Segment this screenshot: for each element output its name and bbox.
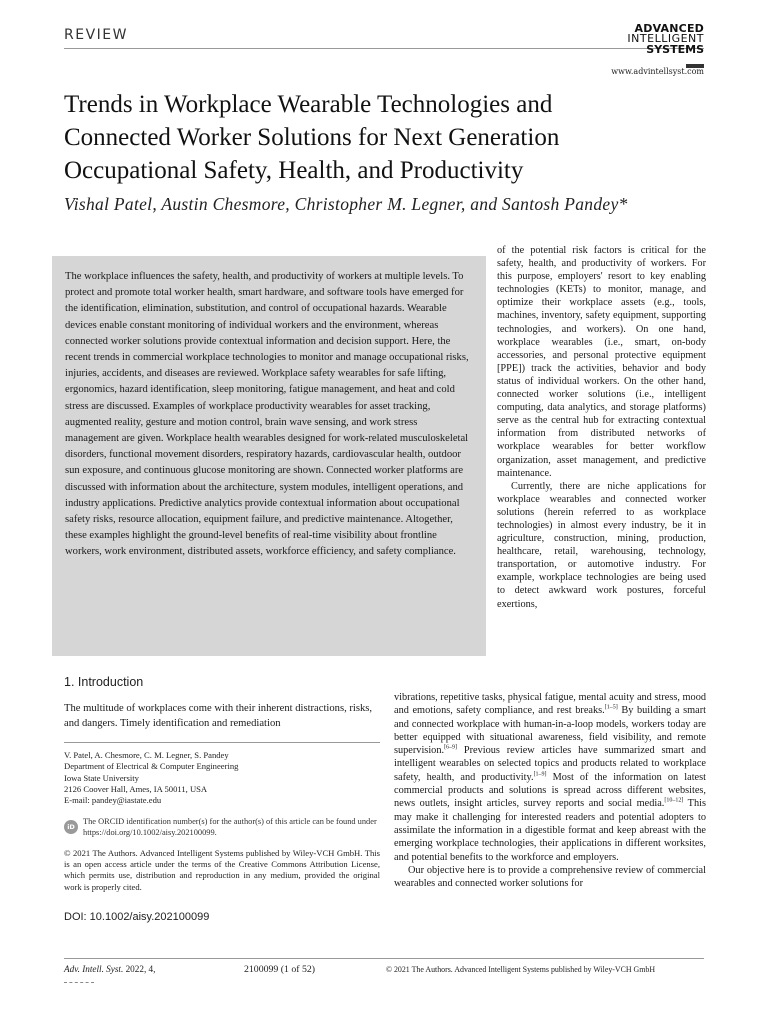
- footer-year-volume: 2022, 4,: [123, 964, 156, 974]
- citation-ref[interactable]: [6–9]: [444, 744, 458, 751]
- affiliation-university: Iowa State University: [64, 772, 139, 783]
- footer-divider: [64, 982, 94, 983]
- journal-logo-line2: INTELLIGENT: [627, 32, 704, 46]
- citation-ref[interactable]: [1–5]: [604, 704, 618, 711]
- text-run: This may make it challenging for interested readers and potential adopters to assimilate the information in a digestible format and keep abreast with the emerging workplace technologies, their applications in different worksites, and potential benefits to the workforce and employers.: [394, 798, 706, 863]
- affiliation-email[interactable]: E-mail: pandey@iastate.edu: [64, 795, 162, 806]
- footer-journal: [64, 964, 155, 974]
- text-run: Previous review articles have summarized smart and intelligent wearables on selected topics and products related to workplace safety, health, and productivity.: [394, 745, 706, 783]
- journal-logo-line3: SYSTEMS: [646, 42, 704, 56]
- paragraph: Our objective here is to provide a comprehensive review of commercial wearables and connected worker solutions for: [394, 864, 706, 890]
- section-label: REVIEW: [64, 27, 128, 43]
- footer-page-number: 2100099 (1 of 52): [244, 964, 316, 975]
- text-run: vibrations, repetitive tasks, physical fatigue, mental acuity and stress, mood and emotions, safety compliance, and rest breaks.: [394, 692, 706, 717]
- paragraph: [394, 691, 706, 864]
- abstract-text: The workplace influences the safety, health, and productivity of workers at multiple levels. To protect and promote total worker health, smart hardware, and software tools have emerged for the identification, elimination, substitution, and control of occupational hazards. Wearable devices enable constant monitoring of individual workers and the environment, whereas connected worker solutions provide contextual information and decision support. Here, the recent trends in commercial workplace technologies to monitor and manage occupational risks, injuries, accidents, and diseases are reviewed. Workplace safety wearables for safe lifting, ergonomics, hazard identification, sleep monitoring, fatigue management, and heat and cold stress are discussed. Examples of workplace productivity wearables for asset tracking, augmented reality, gesture and motion control, brain wave sensing, and work stress management are given. Workplace health wearables designed for work-related musculoskeletal disorders, functional movement disorders, respiratory hazards, cardiovascular health, outdoor sun exposure, and continuous glucose monitoring are shown. Connected worker platforms are discussed with information about the architecture, system modules, intelligent operations, and industry applications. Predictive analytics provide contextual information about occupational safety risks, resource allocation, equipment failure, and predictive maintenance. Altogether, these examples highlight the ground-level benefits of real-time visibility about frontline workers, work environment, distributed assets, workforce efficiency, and safety compliance.: [65, 271, 469, 558]
- footer-rule: [64, 958, 704, 959]
- journal-logo: [627, 24, 704, 71]
- orcid-icon: iD: [64, 820, 78, 834]
- orcid-note: [64, 816, 380, 838]
- section-heading-introduction: 1. Introduction: [64, 675, 144, 689]
- abstract-box: [52, 256, 486, 656]
- header-rule: [64, 48, 704, 49]
- affiliation-names: V. Patel, A. Chesmore, C. M. Legner, S. Pandey: [64, 750, 229, 760]
- citation-ref[interactable]: [10–12]: [664, 797, 684, 804]
- footer-copyright: © 2021 The Authors. Advanced Intelligent Systems published by Wiley-VCH GmbH: [386, 965, 656, 974]
- affiliation-rule: [64, 742, 380, 743]
- intro-paragraph: The multitude of workplaces come with their inherent distractions, risks, and dangers. Timely identification and remediation: [64, 703, 373, 729]
- journal-url[interactable]: www.advintellsyst.com: [611, 67, 704, 76]
- author-list: Vishal Patel, Austin Chesmore, Christopher M. Legner, and Santosh Pandey*: [64, 194, 628, 214]
- affiliation-department: Department of Electrical & Computer Engineering: [64, 761, 239, 772]
- paragraph: Currently, there are niche applications for workplace wearables and connected worker solutions (herein referred to as workplace technologies) in almost every industry, be it in agriculture, construction, mining, production, healthcare, retail, warehousing, technology, transportation, or automotive industry. For example, workplace technologies are being used to detect awkward work postures, forceful exertions,: [497, 480, 706, 610]
- affiliation-address: 2126 Coover Hall, Ames, IA 50011, USA: [64, 783, 208, 794]
- affiliation-block: [64, 750, 380, 806]
- text-run: Most of the information on latest commercial products and solutions is spread across different websites, news outlets, insight articles, survey reports and social media.: [394, 771, 706, 810]
- citation-ref[interactable]: [1–9]: [533, 771, 547, 778]
- paragraph: of the potential risk factors is critical for the safety, health, and productivity of workers. For this purpose, employers' resort to key enabling technologies (KETs) to monitor, manage, and optimize their workplace assets (e.g., tools, machines, inventory, safety equipment, supporting technologies, and workers). On one hand, workplace wearables (i.e., smart, on-body accessories, and personal protective equipment [PPE]) track the activities, behavior and body status of individual workers. On the other hand, connected worker solutions (i.e., intelligent computing, data analytics, and storage platforms) serve as the central hub for extracting contextual information from distributed networks of workplace wearables for better workflow organization, asset management, and predictive maintenance.: [497, 245, 706, 479]
- journal-logo-line1: ADVANCED: [634, 22, 704, 35]
- doi[interactable]: DOI: 10.1002/aisy.202100099: [64, 911, 210, 923]
- right-column: [497, 244, 706, 611]
- orcid-text: The ORCID identification number(s) for the author(s) of this article can be found under https://doi.org/10.1002/aisy.202100099.: [83, 817, 377, 837]
- article-title: Trends in Workplace Wearable Technologies and Connected Worker Solutions for Next Generation Occupational Safety, Health, and Productivity: [64, 91, 560, 184]
- body-text-block: [394, 691, 706, 890]
- text-run: By building a smart and connected workplace with human-in-a-loop models, workers today are better equipped with situational awareness, field visibility, and remote supervision.: [394, 705, 706, 757]
- footer-journal-abbrev: Adv. Intell. Syst.: [64, 964, 124, 974]
- license-note: © 2021 The Authors. Advanced Intelligent Systems published by Wiley-VCH GmbH. This is an open access article under the terms of the Creative Commons Attribution License, which permits use, distribution and reproduction in any medium, provided the original work is properly cited.: [64, 848, 380, 892]
